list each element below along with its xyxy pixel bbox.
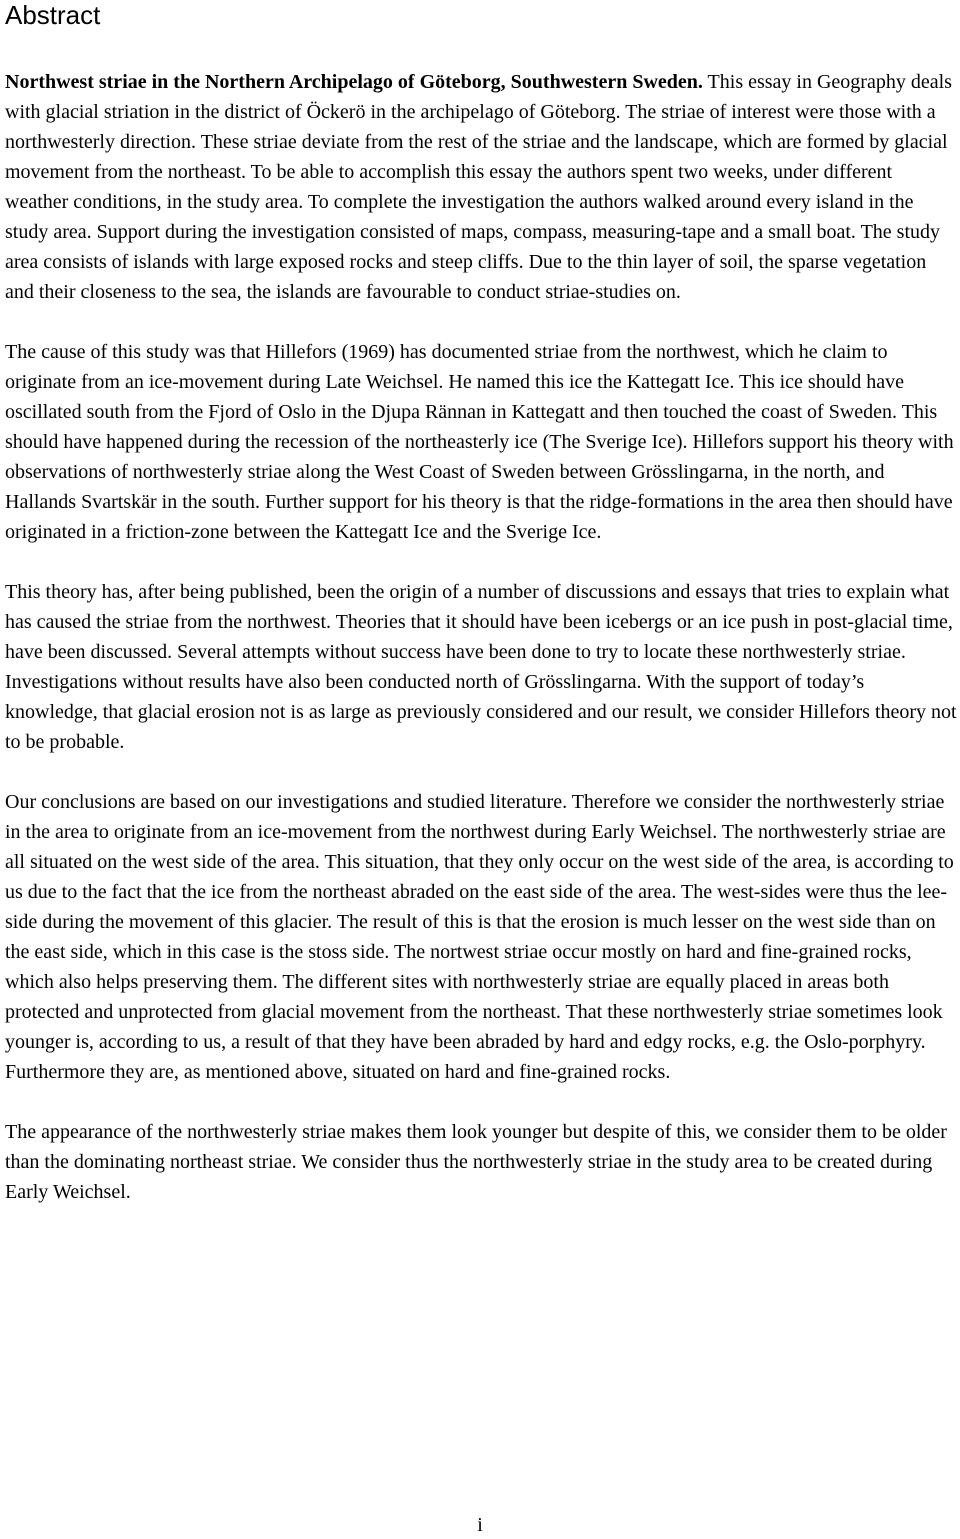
abstract-paragraph-1 [5,67,957,307]
abstract-paragraph-2: The cause of this study was that Hillefors (1969) has documented striae from the northwest, which he claim to originate from an ice-movement during Late Weichsel. He named this ice the Kattegatt Ice. This ice should have oscillated south from the Fjord of Oslo in the Djupa Rännan in Kattegatt and then touched the coast of Sweden. This should have happened during the recession of the northeasterly ice (The Sverige Ice). Hillefors support his theory with observations of northwesterly striae along the West Coast of Sweden between Grösslingarna, in the north, and Hallands Svartskär in the south. Further support for his theory is that the ridge-formations in the area then should have originated in a friction-zone between the Kattegatt Ice and the Sverige Ice. [5,341,954,543]
abstract-paragraph-3: This theory has, after being published, been the origin of a number of discussions and essays that tries to explain what has caused the striae from the northwest. Theories that it should have been icebergs or an ice push in post-glacial time, have been discussed. Several attempts without success have been done to try to locate these northwesterly striae. Investigations without results have also been conducted north of Grösslingarna. With the support of today’s knowledge, that glacial erosion not is as large as previously considered and our result, we consider Hillefors theory not to be probable. [5,581,957,753]
essay-title: Northwest striae in the Northern Archipelago of Göteborg, Southwestern Sweden. [5,71,703,93]
paragraph-text: This essay in Geography deals with glacial striation in the district of Öckerö in the archipelago of Göteborg. The striae of interest were those with a northwesterly direction. These striae deviate from the rest of the striae and the landscape, which are formed by glacial movement from the northeast. To be able to accomplish this essay the authors spent two weeks, under different weather conditions, in the study area. To complete the investigation the authors walked around every island in the study area. Support during the investigation consisted of maps, compass, measuring-tape and a small boat. The study area consists of islands with large exposed rocks and steep cliffs. Due to the thin layer of soil, the sparse vegetation and their closeness to the sea, the islands are favourable to conduct striae-studies on. [5,71,952,303]
page-number: i [477,1514,483,1536]
abstract-paragraph-5: The appearance of the northwesterly striae makes them look younger but despite of this, we consider them to be older than the dominating northeast striae. We consider thus the northwesterly striae in the study area to be created during Early Weichsel. [5,1121,947,1203]
document-page [5,0,957,1207]
abstract-paragraph-4: Our conclusions are based on our investigations and studied literature. Therefore we consider the northwesterly striae in the area to originate from an ice-movement from the northwest during Early Weichsel. The northwesterly striae are all situated on the west side of the area. This situation, that they only occur on the west side of the area, is according to us due to the fact that the ice from the northeast abraded on the east side of the area. The west-sides were thus the lee-side during the movement of this glacier. The result of this is that the erosion is much lesser on the west side than on the east side, which in this case is the stoss side. The nortwest striae occur mostly on hard and fine-grained rocks, which also helps preserving them. The different sites with northwesterly striae are equally placed in areas both protected and unprotected from glacial movement from the northeast. That these northwesterly striae sometimes look younger is, according to us, a result of that they have been abraded by hard and edgy rocks, e.g. the Oslo-porphyry. Furthermore they are, as mentioned above, situated on hard and fine-grained rocks. [5,791,954,1083]
page-title: Abstract [5,0,101,30]
